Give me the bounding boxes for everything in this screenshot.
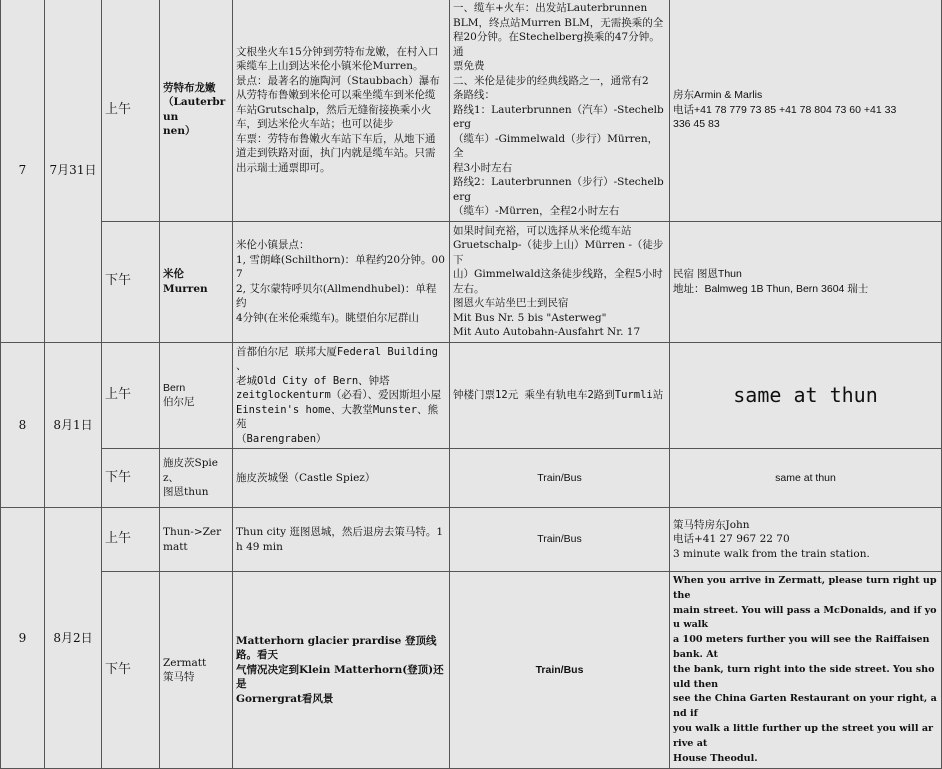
transport-cell [450, 0, 670, 221]
lodging-line: you walk a little further up the street you will arrive at [673, 722, 934, 749]
location-line: 米伦 [163, 268, 184, 280]
sights-line: zeitglockenturm（必看）、爱因斯坦小屋 [236, 389, 442, 401]
sights-line: 文根坐火车15分钟到劳特布龙嫩，在村入口 [236, 45, 439, 58]
sights-line: 道走到铁路对面，执门内就是缆车站。只需 [236, 147, 436, 159]
transport-cell: Train/Bus [450, 449, 670, 508]
transport-line: （缆车）-Mürren，全程2小时左右 [453, 205, 620, 217]
sights-line: 4分钟(在米伦乘缆车)。眺望伯尔尼群山 [236, 311, 419, 324]
transport-line: 路线1：Lauterbrunnen（汽车）-Stechelberg [453, 103, 664, 130]
table-row [1, 0, 942, 221]
sights-line: h 49 min [236, 540, 283, 553]
sights-line: 1, 雪朗峰(Schilthorn)：单程约20分钟。007 [236, 253, 445, 280]
day-number: 7 [1, 0, 45, 342]
sights-line: 景点：最著名的施陶河（Staubbach）瀑布 [236, 74, 440, 87]
sights-line: 车，到达米伦火车站；也可以徒步 [236, 118, 394, 130]
lodging-cell [670, 0, 942, 221]
lodging-line: 3 minute walk from the train station. [673, 547, 870, 560]
sights-cell [233, 449, 450, 508]
sights-line: Einstein's home、大教堂Munster、熊苑 [236, 403, 439, 430]
lodging-cell [670, 221, 942, 342]
lodging-line: 电话+41 27 967 22 70 [673, 533, 790, 546]
sights-line: 车站Grutschalp，然后无缝衔接换乘小火 [236, 103, 432, 116]
day-date: 7月31日 [45, 0, 102, 342]
location-line: 伯尔尼 [163, 396, 195, 409]
location-cell [160, 449, 233, 508]
lodging-line: the bank, turn right into the side street. You should then [673, 663, 935, 690]
location-cell [160, 0, 233, 221]
sights-cell [233, 221, 450, 342]
sights-line: 施皮茨城堡（Castle Spiez） [236, 471, 376, 484]
transport-line: 山）Gimmelwald这条徒步线路，全程5小时 [453, 268, 663, 280]
transport-line: （缆车）-Gimmelwald（步行）Mürren，全 [453, 132, 659, 159]
location-line: Zermatt [163, 656, 207, 669]
location-line: （Lauterbrun [163, 96, 226, 123]
period-label: 上午 [102, 508, 160, 572]
lodging-line: House Theodul. [673, 752, 758, 764]
sights-cell [233, 508, 450, 572]
table-row [1, 508, 942, 572]
transport-line: BLM，终点站Murren BLM，无需换乘的全 [453, 16, 664, 29]
location-line: Murren [163, 282, 208, 295]
transport-line: 如果时间充裕，可以选择从米伦缆车站 [453, 224, 632, 237]
location-line: 策马特 [163, 671, 195, 684]
transport-line: 二、米伦是徒步的经典线路之一，通常有2 [453, 74, 649, 87]
transport-cell [450, 221, 670, 342]
location-line: nen） [163, 125, 196, 138]
location-line: 施皮茨Spiez、 [163, 457, 218, 484]
transport-line: Gruetschalp-（徒步上山）Mürren -（徒步下 [453, 239, 664, 266]
period-label: 下午 [102, 572, 160, 769]
transport-line: 路线2：Lauterbrunnen（步行）-Stechelberg [453, 176, 664, 203]
transport-line: 票免费 [453, 60, 485, 72]
transport-line: Mit Auto Autobahn-Ausfahrt Nr. 17 [453, 326, 641, 338]
transport-cell: Train/Bus [450, 572, 670, 769]
transport-line: 钟楼门票12元 乘坐有轨电车2路到Turmli站 [453, 389, 664, 401]
period-label: 上午 [102, 342, 160, 449]
location-cell [160, 221, 233, 342]
sights-cell [233, 572, 450, 769]
lodging-line: 电话+41 78 779 73 85 +41 78 804 73 60 +41 33 [673, 103, 897, 116]
lodging-cell: same at thun [670, 342, 942, 449]
location-cell [160, 572, 233, 769]
sights-line: 乘缆车上山到达米伦小镇米伦Murren。 [236, 60, 424, 72]
sights-line: 车票：劳特布鲁嫩火车站下车后，从地下通 [236, 132, 436, 145]
sights-line: 老城Old City of Bern、钟塔 [236, 374, 390, 387]
location-cell [160, 508, 233, 572]
day-number: 8 [1, 342, 45, 508]
day-date: 8月1日 [45, 342, 102, 508]
location-line: 图恩thun [163, 486, 209, 499]
transport-cell [450, 342, 670, 449]
location-line: 劳特布龙嫩 [163, 81, 216, 94]
lodging-line: 地址：Balmweg 1B Thun, Bern 3604 瑞士 [673, 282, 869, 295]
sights-cell [233, 342, 450, 449]
lodging-cell: same at thun [670, 449, 942, 508]
lodging-line: 房东Armin & Marlis [673, 89, 763, 101]
lodging-line: main street. You will pass a McDonalds, and if you walk [673, 604, 937, 631]
transport-line: Mit Bus Nr. 5 bis "Asterweg" [453, 311, 607, 324]
transport-line: 左右。 [453, 282, 485, 295]
sights-line: Thun city 逛图恩城，然后退房去策马特。1 [236, 526, 444, 538]
transport-cell: Train/Bus [450, 508, 670, 572]
period-label: 下午 [102, 221, 160, 342]
sights-line: 2, 艾尔蒙特呼贝尔(Allmendhubel)：单程约 [236, 282, 437, 309]
sights-cell [233, 0, 450, 221]
lodging-cell [670, 572, 942, 769]
day-date: 8月2日 [45, 508, 102, 769]
sights-line: 米伦小镇景点： [236, 239, 310, 251]
sights-line: Gornergrat看风景 [236, 692, 334, 705]
transport-line: 程3小时左右 [453, 161, 513, 174]
transport-line: 图恩火车站坐巴士到民宿 [453, 297, 569, 309]
sights-line: （Barengraben） [236, 432, 327, 445]
sights-line: Matterhorn glacier prardise 登顶线路。看天 [236, 634, 437, 662]
table-row [1, 342, 942, 449]
lodging-line: When you arrive in Zermatt, please turn right up the [673, 575, 937, 601]
sights-line: 首都伯尔尼 联邦大厦Federal Building 、 [236, 345, 438, 372]
lodging-line: 策马特房东John [673, 518, 750, 531]
lodging-line: a 100 meters further you will see the Raiffaisen bank. At [673, 634, 930, 660]
lodging-line: 336 45 83 [673, 118, 720, 130]
table-row [1, 572, 942, 769]
lodging-cell [670, 508, 942, 572]
location-line: Bern [163, 381, 186, 394]
transport-line: 一、缆车+火车：出发站Lauterbrunnen [453, 2, 648, 14]
day-number: 9 [1, 508, 45, 769]
period-label: 下午 [102, 449, 160, 508]
table-row [1, 221, 942, 342]
location-cell [160, 342, 233, 449]
table-row [1, 449, 942, 508]
transport-line: 程20分钟。在Stechelberg换乘的47分钟。通 [453, 31, 660, 58]
lodging-line: 民宿 图恩Thun [673, 268, 742, 280]
lodging-line: see the China Garten Restaurant on your right, and if [673, 693, 937, 720]
sights-line: 从劳特布鲁嫩到米伦可以乘坐缆车到米伦缆 [236, 89, 436, 101]
sights-line: 气情况决定到Klein Matterhorn(登顶)还是 [236, 663, 444, 691]
period-label: 上午 [102, 0, 160, 221]
transport-line: 条路线： [453, 89, 495, 101]
location-line: Thun->Zermatt [163, 526, 222, 553]
sights-line: 出示瑞士通票即可。 [236, 161, 331, 174]
